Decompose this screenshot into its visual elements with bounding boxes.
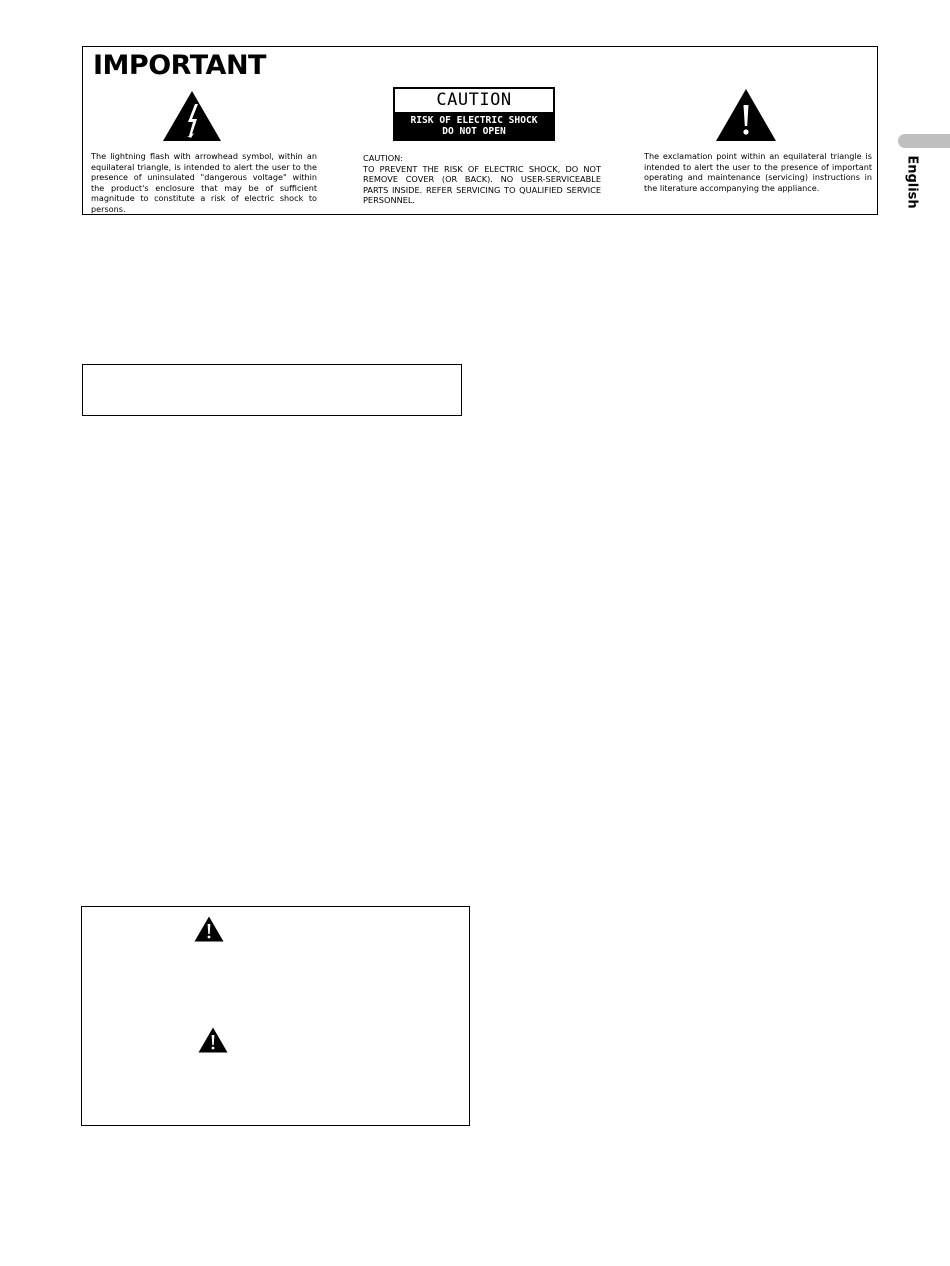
caution-heading: CAUTION: bbox=[363, 153, 404, 163]
lightning-symbol-description: The lightning flash with arrowhead symbol, within an equilateral triangle, is intended to alert the user to the presence of uninsulated "dangerous voltage" within the product's enclosure that may be of sufficient magnitude to constitute a risk of electric shock to persons. bbox=[91, 151, 317, 214]
caution-label-title: CAUTION bbox=[436, 90, 512, 110]
warning-box bbox=[81, 906, 470, 1126]
caution-statement bbox=[363, 153, 601, 206]
caution-label bbox=[393, 87, 555, 141]
caution-body: TO PREVENT THE RISK OF ELECTRIC SHOCK, DO NOT REMOVE COVER (OR BACK). NO USER-SERVICEABLE PARTS INSIDE. REFER SERVICING TO QUALIFIED SERVICE PERSONNEL. bbox=[363, 163, 601, 205]
language-tab bbox=[898, 134, 950, 148]
caution-label-line2: DO NOT OPEN bbox=[442, 126, 506, 137]
important-notice-box bbox=[82, 46, 878, 215]
caution-triangle-icon bbox=[198, 1027, 228, 1053]
warning-triangle-icon bbox=[194, 916, 224, 942]
language-tab-label: English bbox=[904, 155, 920, 209]
notice-box bbox=[82, 364, 462, 416]
caution-label-line1: RISK OF ELECTRIC SHOCK bbox=[410, 115, 538, 126]
exclamation-symbol-description: The exclamation point within an equilateral triangle is intended to alert the user to the presence of important operating and maintenance (servicing) instructions in the literature accompanying the appliance. bbox=[644, 151, 872, 193]
lightning-warning-icon bbox=[162, 90, 222, 142]
important-title: IMPORTANT bbox=[93, 50, 266, 81]
caution-label-warning bbox=[395, 112, 553, 139]
exclamation-warning-icon bbox=[715, 88, 777, 142]
